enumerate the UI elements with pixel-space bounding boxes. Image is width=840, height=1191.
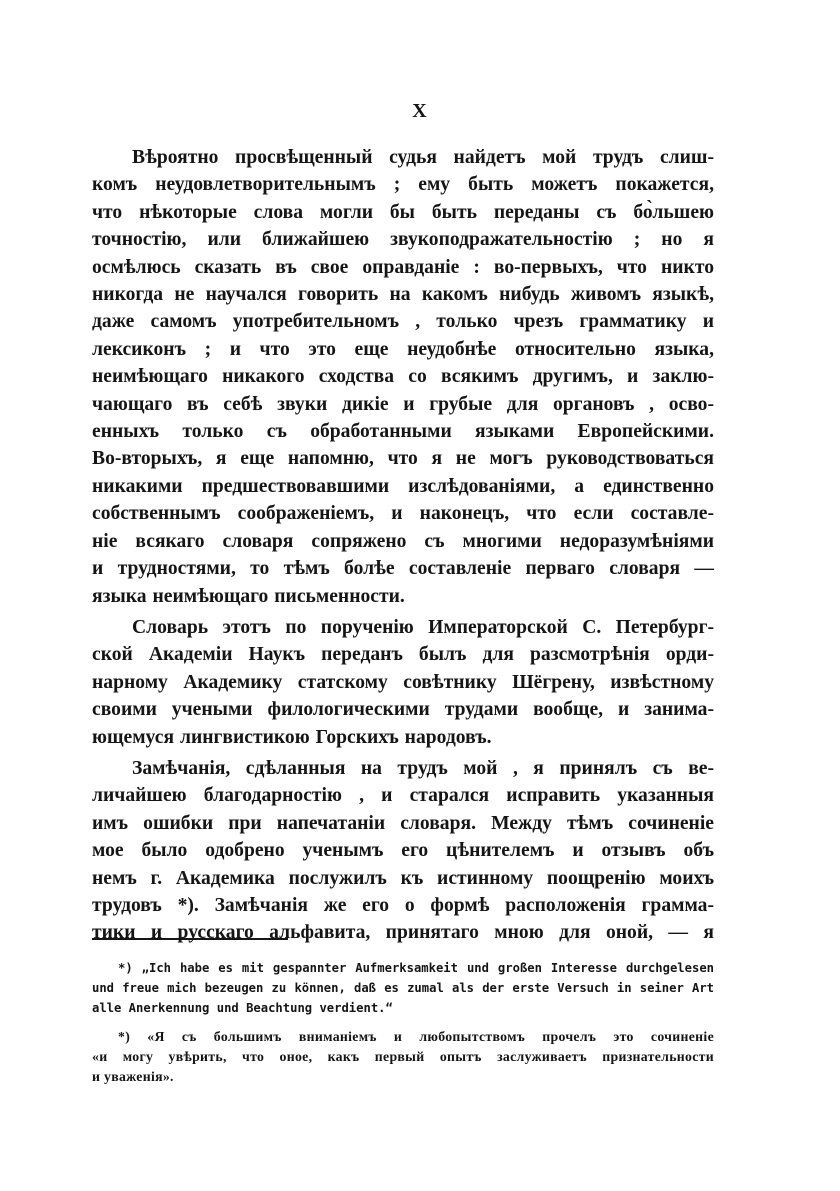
footnote-line: und freue mich bezeugen zu können, daß es zumal als der erste Versuch in seiner Art [92,981,714,995]
text-line: собственнымъ соображеніемъ, и наконецъ, что если составле- [92,503,714,525]
text-line: комъ неудовлетворительнымъ ; ему быть можетъ покажется, [92,174,714,196]
text-line: неимѣющаго никакого сходства со всякимъ другимъ, и заклю- [92,366,714,388]
page-number: X [412,100,428,122]
text-line: Во-вторыхъ, я еще напомню, что я не могъ руководствоваться [92,448,714,470]
text-line: енныхъ только съ обработанными языками Европейскими. [92,421,714,443]
text-line: нарному Академику статскому совѣтнику Шёгрену, извѣстному [92,671,714,693]
footnotes [92,958,714,1096]
text-line: языка неимѣющаго письменности. [92,585,405,607]
footnote-line: *) „Ich habe es mit gespannter Aufmerksamkeit und großen Interesse durchgelesen [118,961,714,975]
text-line: Замѣчанія, сдѣланныя на трудъ мой , я принялъ съ ве- [132,757,714,779]
footnote-german [92,958,714,1018]
text-line: чающаго въ себѣ звуки дикіе и грубые для органовъ , осво- [92,393,714,415]
text-line: никогда не научался говорить на какомъ нибудь живомъ языкѣ, [92,284,714,306]
main-text [92,144,714,951]
text-line: тики и русскаго альфавита, принятаго мною для оной, — я [92,922,714,944]
text-line: даже самомъ употребительномъ , только чрезъ грамматику и [92,311,714,333]
text-line: лексиконъ ; и что это еще неудобнѣе относительно языка, [92,338,714,360]
text-line: немъ г. Академика послужилъ къ истинному поощренію моихъ [92,867,714,889]
footnote-russian [92,1027,714,1087]
footnote-divider [92,938,288,940]
text-line: мое было одобрено ученымъ его цѣнителемъ и отзывъ объ [92,840,714,862]
footnote-line: и уваженія». [92,1069,174,1084]
text-line: ющемуся лингвистикою Горскихъ народовъ. [92,726,492,748]
footnote-line: «и могу увѣрить, что оное, какъ первый опытъ заслуживаетъ признательности [92,1049,714,1064]
text-line: осмѣлюсь сказать въ свое оправданіе : во-первыхъ, что никто [92,256,714,278]
text-line: личайшею благодарностію , и старался исправить указанныя [92,785,714,807]
text-line: своими учеными филологическими трудами вообще, и занима- [92,699,714,721]
text-line: ніе всякаго словаря сопряжено съ многими недоразумѣніями [92,530,714,552]
text-line: Словарь этотъ по порученію Императорской С. Петербург- [132,616,714,638]
paragraph-3 [92,755,714,947]
paragraph-2 [92,614,714,751]
text-line: трудовъ *). Замѣчанія же его о формѣ расположенія грамма- [92,894,714,916]
text-line: точностію, или ближайшею звукоподражательностію ; но я [92,229,714,251]
text-line: никакими предшествовавшими изслѣдованіями, а единственно [92,475,714,497]
footnote-line: alle Anerkennung und Beachtung verdient.“ [92,1001,393,1015]
paragraph-1 [92,144,714,610]
text-line: Вѣроятно просвѣщенный судья найдетъ мой трудъ слиш- [132,147,714,168]
text-line: имъ ошибки при напечатаніи словаря. Между тѣмъ сочиненіе [92,812,714,834]
text-line: и трудностями, то тѣмъ болѣе составленіе перваго словаря — [92,558,714,580]
text-line: ской Академіи Наукъ переданъ былъ для разсмотрѣнія орди- [92,644,714,666]
footnote-line: *) «Я съ большимъ вниманіемъ и любопытствомъ прочелъ это сочиненіе [118,1029,714,1044]
text-line: что нѣкоторые слова могли бы быть переданы съ бо̀льшею [92,201,714,223]
